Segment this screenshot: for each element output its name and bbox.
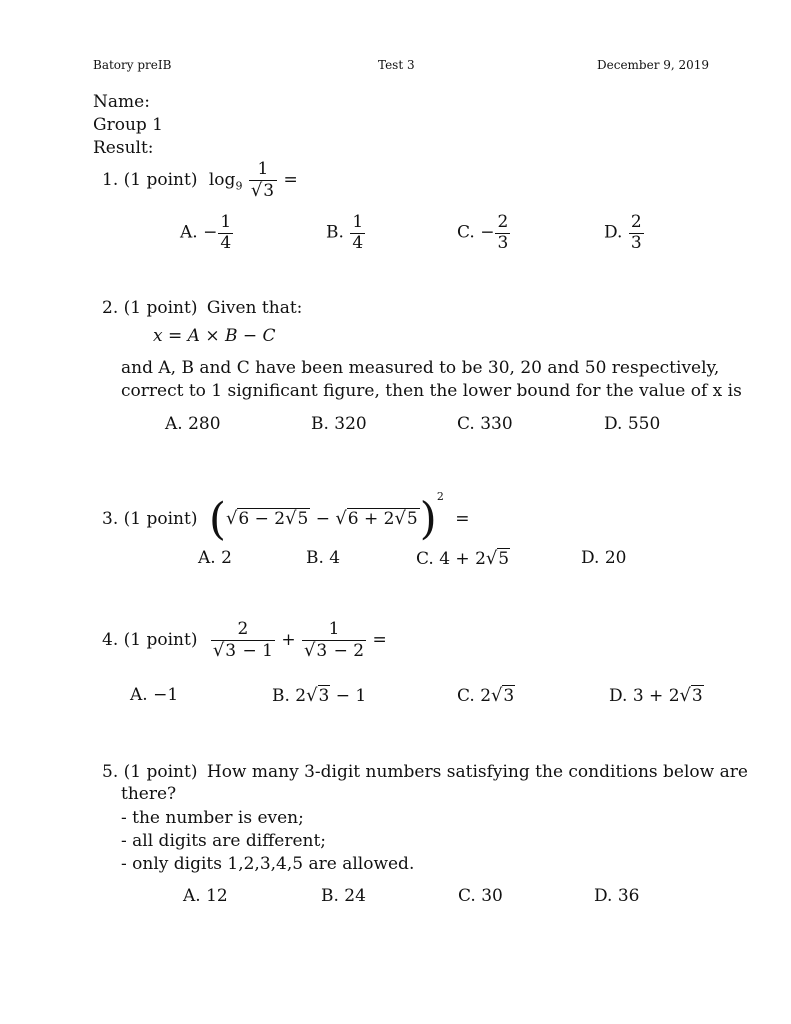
header-left: Batory preIB — [93, 58, 172, 72]
q4-option-c: C. 2√3 — [457, 685, 515, 706]
q1-number: 1. — [102, 170, 119, 191]
q3-option-c: C. 4 + 2√5 — [416, 548, 510, 569]
q5-option-c: C. 30 — [458, 886, 503, 906]
q2-formula: x = A × B − C — [153, 326, 276, 346]
q3-option-a: A. 2 — [198, 548, 232, 568]
q2-option-a: A. 280 — [165, 414, 221, 434]
q1-option-a: A. − $\frac{1}{4}$ — [180, 212, 232, 253]
q1-equals: = — [283, 170, 298, 191]
q4-option-d: D. 3 + 2√3 — [609, 685, 703, 706]
q5-option-d: D. 36 — [594, 886, 640, 906]
q1-points: (1 point) — [123, 170, 198, 191]
q3-option-d: D. 20 — [581, 548, 627, 568]
q2-option-d: D. 550 — [604, 414, 661, 434]
q4-option-b: B. 2√3 − 1 — [272, 685, 367, 706]
q1-fraction: $\frac{1}{√3}$ — [249, 160, 277, 201]
q2-option-c: C. 330 — [457, 414, 513, 434]
question-2: 2. (1 point) Given that: — [102, 298, 303, 318]
q5-condition-3: - only digits 1,2,3,4,5 are allowed. — [121, 854, 415, 874]
q3-option-b: B. 4 — [306, 548, 341, 568]
q5-condition-2: - all digits are different; — [121, 831, 327, 851]
name-label: Name: — [93, 92, 150, 112]
question-1 — [102, 160, 298, 201]
group-label: Group 1 — [93, 115, 163, 135]
q5-option-b: B. 24 — [321, 886, 366, 906]
header-center: Test 3 — [378, 58, 415, 72]
q2-line-2: correct to 1 significant figure, then the lower bound for the value of x is — [121, 381, 742, 401]
q2-line-1: and A, B and C have been measured to be 30, 20 and 50 respectively, — [121, 358, 720, 378]
question-4: 4. (1 point) $\frac{2}{√3 - 1}$ + $\frac{1}{√3 - 2}$ = — [102, 619, 387, 661]
q1-option-d: D. $\frac{2}{3}$ — [604, 212, 642, 253]
q5-line-2: there? — [121, 784, 177, 804]
result-label: Result: — [93, 138, 154, 158]
q2-option-b: B. 320 — [311, 414, 367, 434]
header-right: December 9, 2019 — [597, 58, 710, 72]
question-5: 5. (1 point) How many 3-digit numbers satisfying the conditions below are — [102, 762, 748, 782]
q1-frac-num: 1 — [257, 159, 269, 179]
q1-log-base: 9 — [235, 179, 243, 193]
q1-option-c: C. − $\frac{2}{3}$ — [457, 212, 509, 253]
q1-option-b: B. $\frac{1}{4}$ — [326, 212, 364, 253]
q5-condition-1: - the number is even; — [121, 808, 304, 828]
q4-option-a: A. −1 — [130, 685, 179, 705]
q1-frac-rad: 3 — [263, 180, 275, 201]
q1-log: log — [208, 170, 236, 191]
question-3: 3. (1 point) $(√6 - 2√5 - √6 + 2√5)^2$ = — [102, 490, 470, 545]
q5-option-a: A. 12 — [183, 886, 228, 906]
